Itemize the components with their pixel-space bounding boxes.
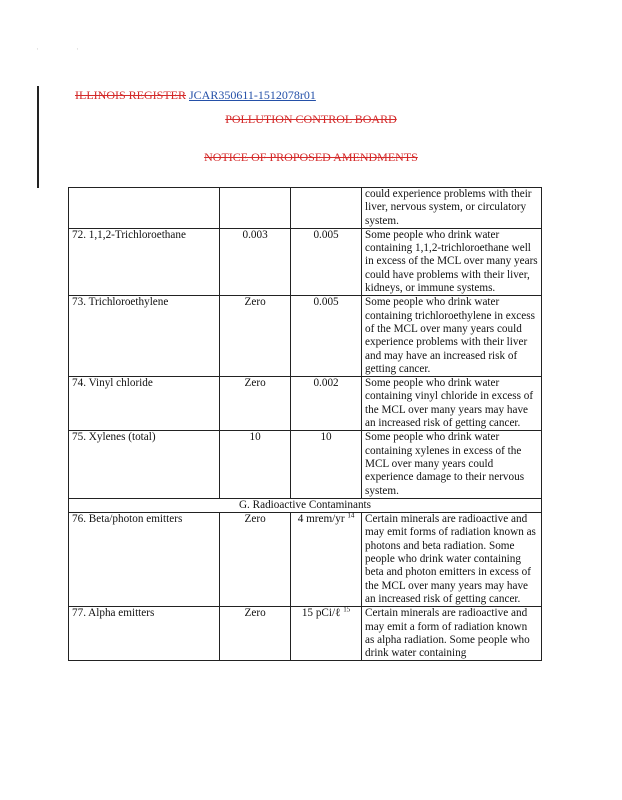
mcl-cell	[291, 431, 362, 498]
mclg-text: Zero	[244, 296, 266, 309]
mcl-text: 0.002	[313, 377, 339, 390]
table-cell	[291, 188, 362, 229]
mcl-cell	[291, 228, 362, 295]
health-effects-cell	[362, 431, 542, 498]
section-g-heading: G. Radioactive Contaminants	[69, 498, 542, 512]
mcl-cell	[291, 377, 362, 431]
contaminant-name-text: 72. 1,1,2-Trichloroethane	[72, 228, 186, 241]
mclg-text: Zero	[244, 513, 266, 526]
health-effects-cell: could experience problems with their liver, nervous system, or circulatory system.	[362, 188, 542, 229]
mcl-text: 4 mrem/yr	[297, 513, 345, 526]
board-title: POLLUTION CONTROL BOARD	[225, 112, 397, 126]
register-header	[75, 88, 316, 103]
contaminant-table	[68, 187, 542, 661]
mcl-text: 15 pCi/ℓ	[301, 607, 341, 620]
notice-title: NOTICE OF PROPOSED AMENDMENTS	[204, 150, 418, 164]
mclg-cell	[220, 431, 291, 498]
table-body-organic	[69, 228, 542, 498]
mclg-cell	[220, 228, 291, 295]
contaminant-name-cell	[69, 377, 220, 431]
table-row	[69, 607, 542, 661]
register-id-inserted: JCAR350611-1512078r01	[189, 88, 316, 102]
register-title-struck: ILLINOIS REGISTER	[75, 88, 186, 102]
contaminant-name-cell	[69, 296, 220, 377]
health-effects-text: Some people who drink water containing 1,1,2-trichloroethane well in excess of the MCL over many years could have problems with their liver, kidneys, or immune systems.	[365, 228, 538, 295]
scan-speck: ·	[36, 44, 39, 54]
contaminant-name-cell	[69, 513, 220, 607]
table-cell	[220, 188, 291, 229]
table-cell	[69, 188, 220, 229]
footnote-marker: 15	[343, 605, 351, 614]
health-effects-text: Some people who drink water containing trichloroethylene in excess of the MCL over many years could experience problems with their liver and may have an increased risk of getting cancer.	[365, 296, 535, 375]
mcl-text: 0.005	[313, 228, 339, 241]
health-effects-cell	[362, 377, 542, 431]
mclg-text: 0.003	[242, 228, 268, 241]
contaminant-name-text: 75. Xylenes (total)	[72, 431, 156, 444]
table-row	[69, 431, 542, 498]
mclg-cell	[220, 513, 291, 607]
mclg-cell	[220, 377, 291, 431]
contaminant-name-text: 77. Alpha emitters	[72, 607, 155, 620]
mcl-cell	[291, 513, 362, 607]
health-effects-cell	[362, 296, 542, 377]
health-effects-text: Certain minerals are radioactive and may emit a form of radiation known as alpha radiation. Some people who drink water containing	[365, 607, 530, 660]
contaminant-name-cell	[69, 228, 220, 295]
table-row-continuation	[69, 188, 542, 229]
table-row	[69, 296, 542, 377]
health-effects-text: Some people who drink water containing vinyl chloride in excess of the MCL over many years may have an increased risk of getting cancer.	[365, 377, 534, 430]
mcl-text: 0.005	[313, 296, 339, 309]
health-effects-text: Certain minerals are radioactive and may emit forms of radiation known as photons and beta radiation. Some people who drink water containing beta and photon emitters in excess of the MCL over many years may have an increased risk of getting cancer.	[365, 513, 536, 605]
table-row	[69, 513, 542, 607]
contaminant-name-text: 76. Beta/photon emitters	[72, 513, 183, 526]
health-effects-cell	[362, 513, 542, 607]
contaminant-name-cell	[69, 607, 220, 661]
table-body-radioactive	[69, 513, 542, 661]
health-effects-cell	[362, 607, 542, 661]
mclg-cell	[220, 607, 291, 661]
footnote-marker: 14	[347, 511, 355, 520]
revision-change-bar	[37, 86, 39, 188]
mclg-cell	[220, 296, 291, 377]
section-header-row	[69, 498, 542, 512]
mcl-text: 10	[320, 431, 332, 444]
contaminant-name-text: 74. Vinyl chloride	[72, 377, 153, 390]
health-effects-cell	[362, 228, 542, 295]
contaminant-name-cell	[69, 431, 220, 498]
table-row	[69, 228, 542, 295]
health-effects-text: Some people who drink water containing xylenes in excess of the MCL over many years could experience damage to their nervous system.	[365, 431, 525, 497]
scan-speck: ·	[76, 44, 79, 54]
mcl-cell	[291, 607, 362, 661]
mclg-text: 10	[249, 431, 261, 444]
table-row	[69, 377, 542, 431]
mclg-text: Zero	[244, 377, 266, 390]
contaminant-name-text: 73. Trichloroethylene	[72, 296, 169, 309]
mclg-text: Zero	[244, 607, 266, 620]
mcl-cell	[291, 296, 362, 377]
